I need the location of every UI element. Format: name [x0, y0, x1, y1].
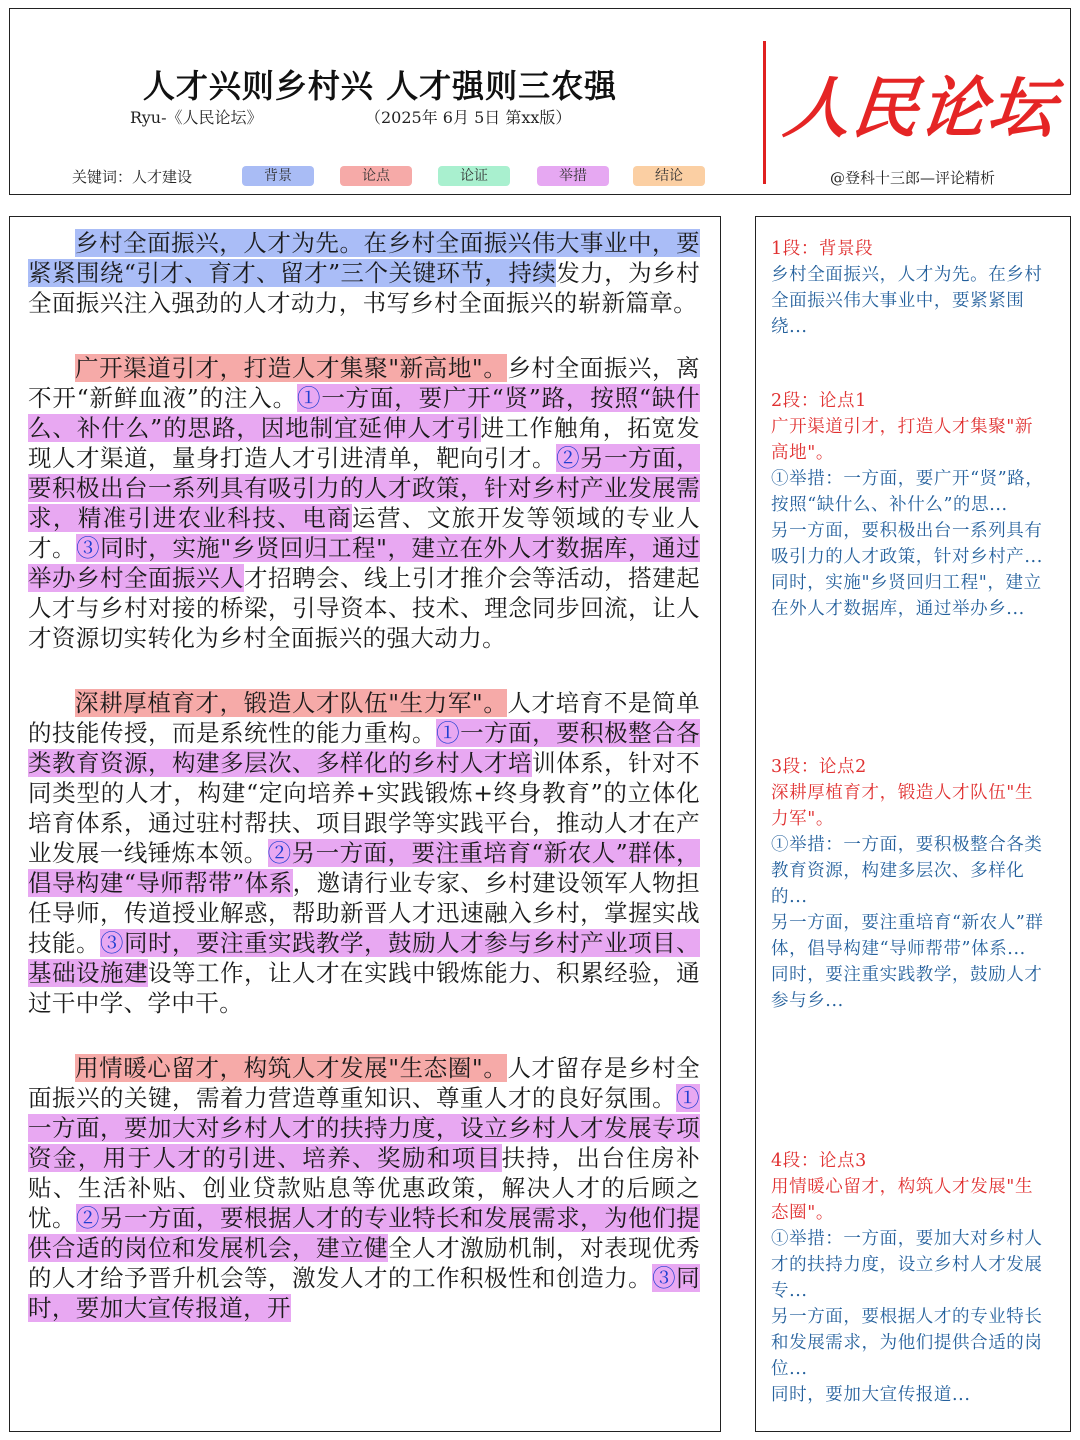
measure-highlight: 同时，实施"乡贤回归工程"，建立在外人才数据库，通过举办乡村全面振兴人: [28, 534, 700, 592]
argument-highlight: 用情暖心留才，构筑人才发展"生态圈"。: [75, 1054, 508, 1082]
article-title: 人才兴则乡村兴 人才强则三农强: [142, 67, 618, 105]
note-line: 另一方面，要积极出台一系列具有吸引力的人才政策，针对乡村产...: [771, 521, 1043, 567]
note-line: 另一方面，要根据人才的专业特长和发展需求，为他们提供合适的岗位...: [771, 1307, 1043, 1379]
note-heading: 2段：论点1: [771, 391, 867, 411]
paragraph-text: 人才留存是乡村全面振兴的关键，需着力营造尊重知识、尊重人才的良好氛围。: [28, 1054, 701, 1112]
paragraph-4: [28, 1053, 700, 1323]
paragraph-1: [28, 228, 700, 318]
note-heading: 3段：论点2: [771, 757, 867, 777]
measure-highlight: 同时，要注重实践教学，鼓励人才参与乡村产业项目、基础设施建: [28, 929, 700, 987]
measure-highlight: 另一方面，要注重培育“新农人”群体，倡导构建“导师帮带”体系: [28, 839, 700, 897]
paragraph-text: ，邀请行业专家、乡村建设领军人物担任导师，传道授业解惑，帮助新晋人才迅速融入乡村，掌握实战技能。: [28, 869, 700, 957]
measure-number-2: ②: [267, 839, 292, 867]
measure-highlight: 一方面，要广开“贤”路，按照“缺什么、补什么”的思路，因地制宜延伸人才引: [28, 384, 701, 442]
measure-highlight: 另一方面，要根据人才的专业特长和发展需求，为他们提供合适的岗位和发展机会，建立健: [28, 1204, 701, 1262]
paragraph-text: 训体系，针对不同类型的人才，构建“定向培养+实践锻炼+终身教育”的立体化培育体系，通过驻村帮扶、项目跟学等实践平台，推动人才在产业发展一线锤炼本领。: [28, 749, 700, 867]
note-paragraph-1: [771, 236, 1051, 340]
measure-number-2: ②: [76, 1204, 101, 1232]
tag-conclusion: 结论: [633, 166, 705, 186]
measure-number-1: ①: [436, 719, 461, 747]
note-line: ①举措：一方面，要积极整合各类教育资源，构建多层次、多样化的...: [771, 835, 1043, 907]
keywords-label: 关键词：人才建设: [72, 168, 193, 186]
note-thesis: 深耕厚植育才，锻造人才队伍"生力军"。: [771, 783, 1034, 829]
author-credit: @登科十三郎—评论精析: [830, 169, 996, 187]
note-heading: 4段：论点3: [771, 1151, 867, 1171]
measure-number-1: ①: [676, 1084, 700, 1112]
measure-number-1: ①: [296, 384, 322, 412]
argument-highlight: 广开渠道引才，打造人才集聚"新高地"。: [75, 354, 508, 382]
note-paragraph-2: [771, 388, 1051, 622]
note-line: 同时，实施"乡贤回归工程"，建立在外人才数据库，通过举办乡...: [771, 573, 1042, 619]
publication-logo: 人民论坛: [780, 69, 1061, 147]
article-date: （2025年 6月 5日 第xx版）: [365, 108, 572, 127]
background-highlight: 乡村全面振兴，人才为先。在乡村全面振兴伟大事业中，要紧紧围绕“引才、育才、留才”三个关键环节，持续: [28, 229, 700, 287]
paragraph-text: 全人才激励机制，对表现优秀的人才给予晋升机会等，激发人才的工作积极性和创造力。: [28, 1234, 701, 1292]
measure-highlight: 一方面，要加大对乡村人才的扶持力度，设立乡村人才发展专项资金，用于人才的引进、培养、奖励和项目: [28, 1114, 700, 1172]
note-line: ①举措：一方面，要广开“贤”路，按照“缺什么、补什么”的思...: [771, 469, 1044, 515]
paragraph-text: 运营、文旅开发等领域的专业人才。: [28, 504, 700, 562]
measure-number-3: ③: [652, 1264, 677, 1292]
note-line: 乡村全面振兴，人才为先。在乡村全面振兴伟大事业中，要紧紧围绕...: [771, 265, 1043, 337]
divider-line: [763, 41, 766, 184]
annotation-sidebar: [755, 216, 1071, 1432]
article-body-panel: [9, 216, 721, 1432]
note-line: 同时，要注重实践教学，鼓励人才参与乡...: [771, 965, 1043, 1011]
measure-number-2: ②: [556, 444, 581, 472]
paragraph-text: 乡村全面振兴，离不开“新鲜血液”的注入。: [28, 354, 701, 412]
paragraph-text: 才招聘会、线上引才推介会等活动，搭建起人才与乡村对接的桥梁，引导资本、技术、理念同步回流，让人才资源切实转化为乡村全面振兴的强大动力。: [28, 564, 700, 652]
paragraph-3: [28, 688, 700, 1018]
measure-number-3: ③: [100, 929, 125, 957]
measure-highlight: 一方面，要积极整合各类教育资源，构建多层次、多样化的乡村人才培: [28, 719, 701, 777]
article-source: Ryu-《人民论坛》: [130, 108, 263, 127]
tag-background: 背景: [242, 166, 314, 186]
tag-measures: 举措: [537, 166, 609, 186]
measure-number-3: ③: [76, 534, 101, 562]
paragraph-text: 人才培育不是简单的技能传授，而是系统性的能力重构。: [28, 689, 701, 747]
note-heading: 1段：背景段: [771, 239, 874, 259]
note-line: 另一方面，要注重培育“新农人”群体，倡导构建“导师帮带”体系...: [771, 913, 1044, 959]
tag-evidence: 论证: [438, 166, 510, 186]
paragraph-text: 扶持，出台住房补贴、生活补贴、创业贷款贴息等优惠政策，解决人才的后顾之忧。: [28, 1144, 700, 1232]
measure-highlight: 同时，要加大宣传报道，开: [28, 1264, 700, 1322]
measure-highlight: 另一方面，要积极出台一系列具有吸引力的人才政策，针对乡村产业发展需求，精准引进农业科技、电商: [28, 444, 701, 532]
paragraph-text: 设等工作，让人才在实践中锻炼能力、积累经验，通过干中学、学中干。: [28, 959, 701, 1017]
note-thesis: 用情暖心留才，构筑人才发展"生态圈"。: [771, 1177, 1034, 1223]
paragraph-text: 进工作触角，拓宽发现人才渠道，量身打造人才引进清单，靶向引才。: [28, 414, 700, 472]
note-line: ①举措：一方面，要加大对乡村人才的扶持力度，设立乡村人才发展专...: [771, 1229, 1043, 1301]
argument-highlight: 深耕厚植育才，锻造人才队伍"生力军"。: [75, 689, 508, 717]
note-line: 同时，要加大宣传报道...: [771, 1385, 971, 1405]
tag-argument: 论点: [340, 166, 412, 186]
note-paragraph-4: [771, 1148, 1051, 1408]
header-banner: [9, 8, 1071, 195]
note-thesis: 广开渠道引才，打造人才集聚"新高地"。: [771, 417, 1034, 463]
paragraph-text: 发力，为乡村全面振兴注入强劲的人才动力，书写乡村全面振兴的崭新篇章。: [28, 259, 700, 317]
paragraph-2: [28, 353, 700, 653]
note-paragraph-3: [771, 754, 1051, 1014]
